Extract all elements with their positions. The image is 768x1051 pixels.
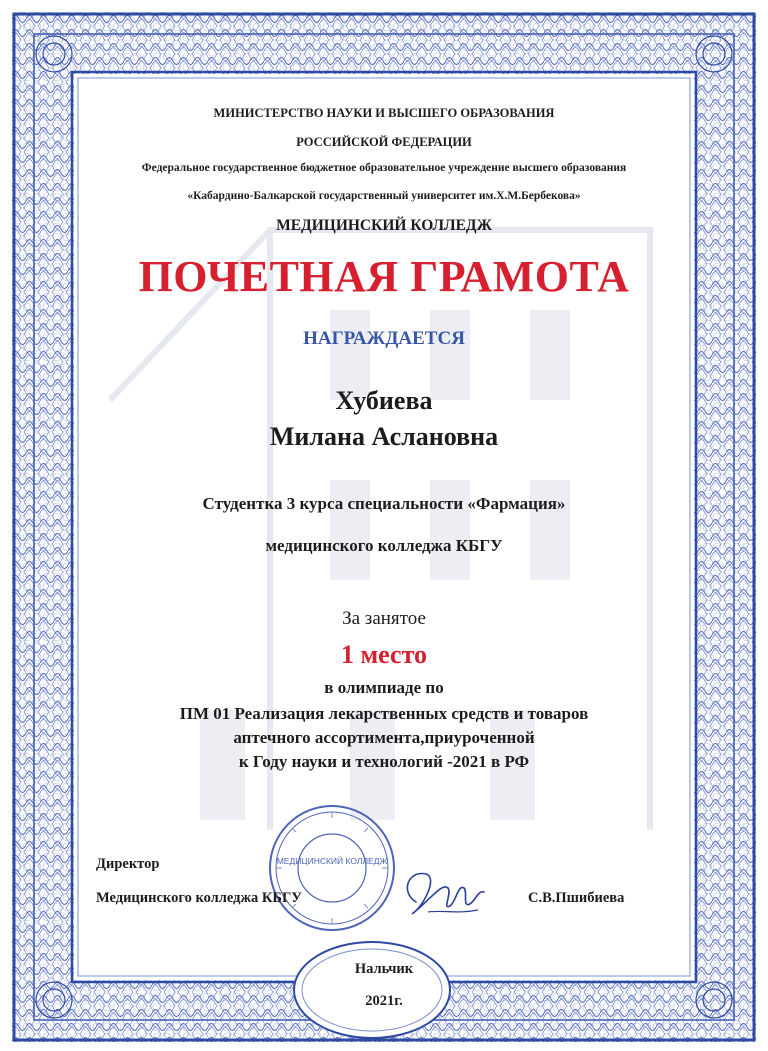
olympiad-line2: ПМ 01 Реализация лекарственных средств и товаров [179, 704, 589, 723]
ministry-line1: МИНИСТЕРСТВО НАУКИ И ВЫСШЕГО ОБРАЗОВАНИЯ [213, 106, 555, 120]
year: 2021г. [365, 993, 403, 1009]
certificate-title: ПОЧЕТНАЯ ГРАМОТА [138, 252, 630, 301]
awarded-label: НАГРАЖДАЕТСЯ [303, 328, 465, 349]
ministry-line2: РОССИЙСКОЙ ФЕДЕРАЦИИ [296, 135, 472, 149]
handwritten-signature [398, 862, 488, 928]
official-stamp [262, 798, 402, 938]
recipient-name: Милана Аслановна [269, 422, 499, 451]
stamp-center-text: МЕДИЦИНСКИЙ КОЛЛЕДЖ [276, 856, 388, 866]
university-name: «Кабардино-Балкарской государственный университет им.Х.М.Бербекова» [187, 190, 581, 202]
place-value: 1 место [340, 640, 428, 669]
director-label: Директор [96, 856, 160, 872]
olympiad-line4: к Году науки и технологий -2021 в РФ [238, 752, 530, 771]
for-text: За занятое [342, 608, 426, 629]
college-name: МЕДИЦИНСКИЙ КОЛЛЕДЖ [276, 217, 492, 234]
institution-type: Федеральное государственное бюджетное образовательное учреждение высшего образования [141, 162, 627, 174]
olympiad-line1: в олимпиаде по [324, 678, 444, 697]
recipient-desc-line2: медицинского колледжа КБГУ [265, 536, 503, 555]
director-position: Медицинского колледжа КБГУ [96, 890, 302, 906]
signer-name: С.В.Пшибиева [528, 890, 625, 906]
city: Нальчик [354, 961, 414, 977]
olympiad-line3: аптечного ассортимента,приуроченной [233, 728, 535, 747]
recipient-surname: Хубиева [335, 386, 433, 415]
recipient-desc-line1: Студентка 3 курса специальности «Фармация» [202, 494, 566, 513]
